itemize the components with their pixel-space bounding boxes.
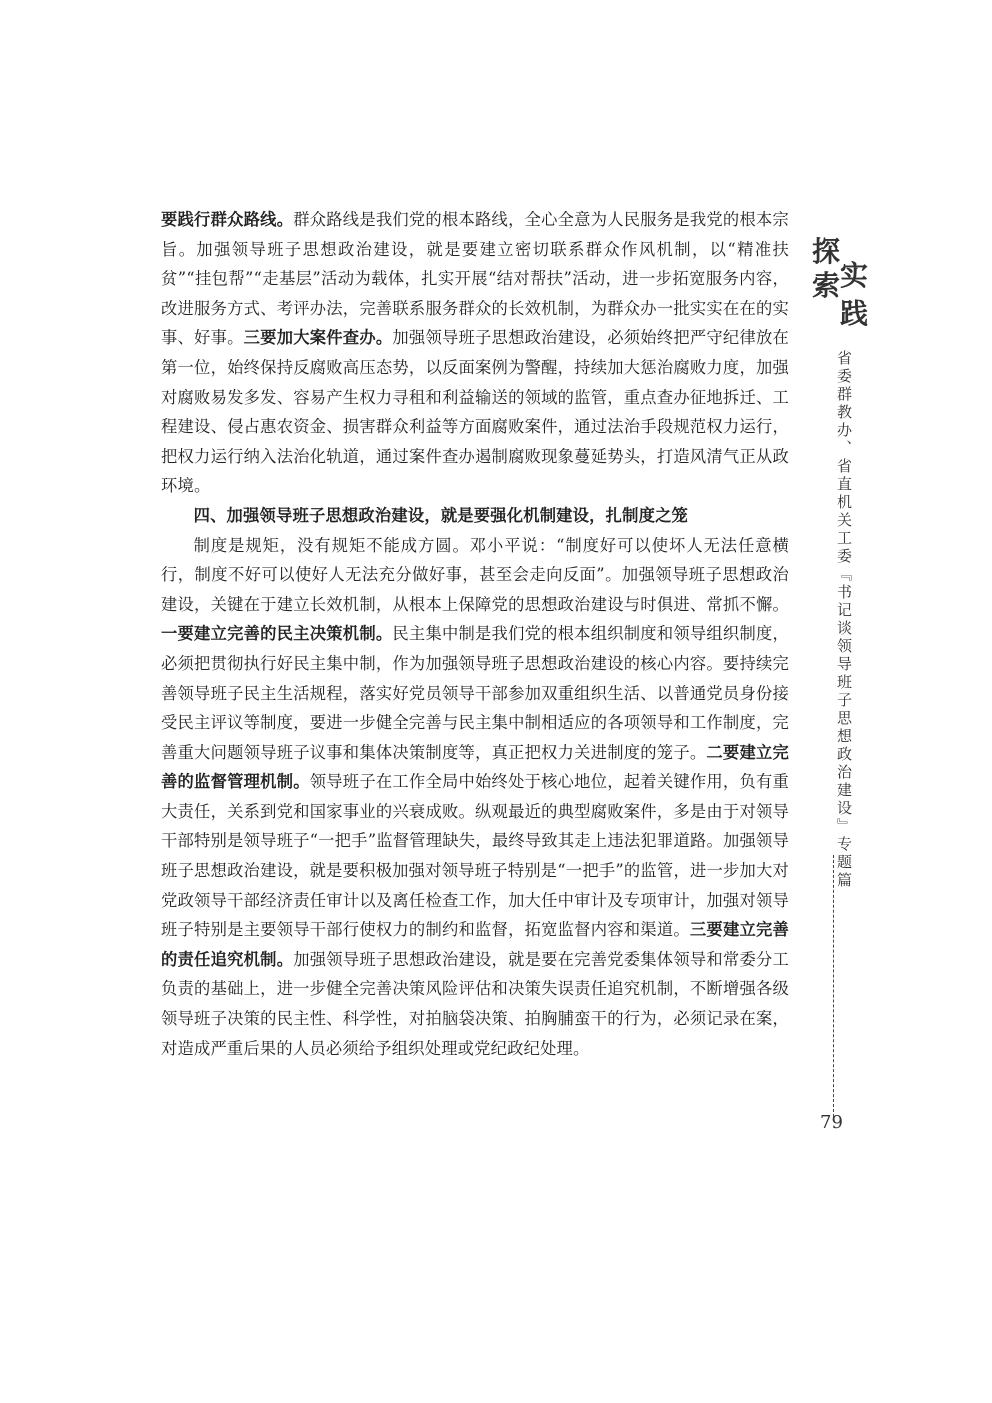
text-supervision: 领导班子在工作全局中始终处于核心地位，起着关键作用，负有重大责任，关系到党和国家事业的兴衰成败。纵观最近的典型腐败案件，多是由于对领导干部特别是领导班子“一把手”监督管理缺失，最终导致其走上违法犯罪道路。加强领导班子思想政治建设，就是要积极加强对领导班子特别是“一把手”的监管，进一步加大对党政领导干部经济责任审计以及离任检查工作，加大任中审计及专项审计，加强对领导班子特别是主要领导干部行使权力的制约和监督，拓宽监督内容和渠道。 bbox=[161, 772, 789, 940]
text-rules-intro: 制度是规矩，没有规矩不能成方圆。邓小平说：“制度好可以使坏人无法任意横行，制度不好可以使好人无法充分做好事，甚至会走向反面”。加强领导班子思想政治建设，关键在于建立长效机制，从根本上保障党的思想政治建设与时俱进、常抓不懈。 bbox=[161, 535, 789, 614]
logo-char-3: 实 bbox=[840, 259, 869, 292]
logo-char-2: 索 bbox=[812, 269, 841, 302]
bold-phrase-supervision: 二要建立完善的监督管理机制。 bbox=[161, 742, 789, 792]
paragraph-mechanisms bbox=[161, 531, 789, 1064]
text-accountability: 加强领导班子思想政治建设，就是要在完善党委集体领导和常委分工负责的基础上，进一步健全完善决策风险评估和决策失误责任追究机制，不断增强各级领导班子决策的民主性、科学性，对拍脑袋决策、拍胸脯蛮干的行为，必须记录在案，对造成严重后果的人员必须给予组织处理或党纪政纪处理。 bbox=[161, 949, 789, 1058]
bold-phrase-democratic-decision: 一要建立完善的民主决策机制。 bbox=[161, 624, 393, 644]
bold-phrase-accountability: 三要建立完善的责任追究机制。 bbox=[161, 920, 790, 969]
page-number: 79 bbox=[820, 1112, 843, 1133]
text-case-handling: 加强领导班子思想政治建设，必须始终把严守纪律放在第一位，始终保持反腐败高压态势，以反面案例为警醒，持续加大惩治腐败力度，加强对腐败易发多发、容易产生权力寻租和利益输送的领域的监管，重点查办征地拆迁、工程建设、侵占惠农资金、损害群众利益等方面腐败案件，通过法治手段规范权力运行，把权力运行纳入法治化轨道，通过案件查办遏制腐败现象蔓延势头，打造风清气正从政环境。 bbox=[161, 328, 789, 496]
body-text bbox=[161, 205, 789, 1063]
paragraph-mass-line bbox=[161, 205, 789, 501]
section-heading: 四、加强领导班子思想政治建设，就是要强化机制建设，扎制度之笼 bbox=[193, 505, 689, 525]
column-title: 省委群教办、省直机关工委『书记谈领导班子思想政治建设』专题篇 bbox=[835, 350, 853, 890]
text-democratic-decision: 民主集中制是我们党的根本组织制度和领导组织制度，必须把贯彻执行好民主集中制，作为加强领导班子思想政治建设的核心内容。要持续完善领导班子民主生活规程，落实好党员领导干部参加双重组织生活、以普通党员身份接受民主评议等制度，要进一步健全完善与民主集中制相适应的各项领导和工作制度，完善重大问题领导班子议事和集体决策制度等，真正把权力关进制度的笼子。 bbox=[161, 624, 789, 762]
bold-phrase-mass-line: 要践行群众路线。 bbox=[161, 210, 294, 229]
dashed-divider bbox=[833, 855, 834, 1117]
bold-phrase-case-handling: 三要加大案件查办。 bbox=[243, 328, 393, 348]
side-banner bbox=[810, 230, 870, 1380]
logo-char-1: 探 bbox=[812, 235, 841, 268]
logo-char-4: 践 bbox=[840, 297, 869, 330]
text-mass-line: 群众路线是我们党的根本路线，全心全意为人民服务是我党的根本宗旨。加强领导班子思想政治建设，就是要建立密切联系群众作风机制，以“精准扶贫”“挂包帮”“走基层”活动为载体，扎实开展“结对帮扶”活动，进一步拓宽服务内容，改进服务方式、考评办法，完善联系服务群众的长效机制，为群众办一批实实在在的实事、好事。 bbox=[161, 210, 789, 348]
explore-practice-logo bbox=[810, 230, 870, 340]
